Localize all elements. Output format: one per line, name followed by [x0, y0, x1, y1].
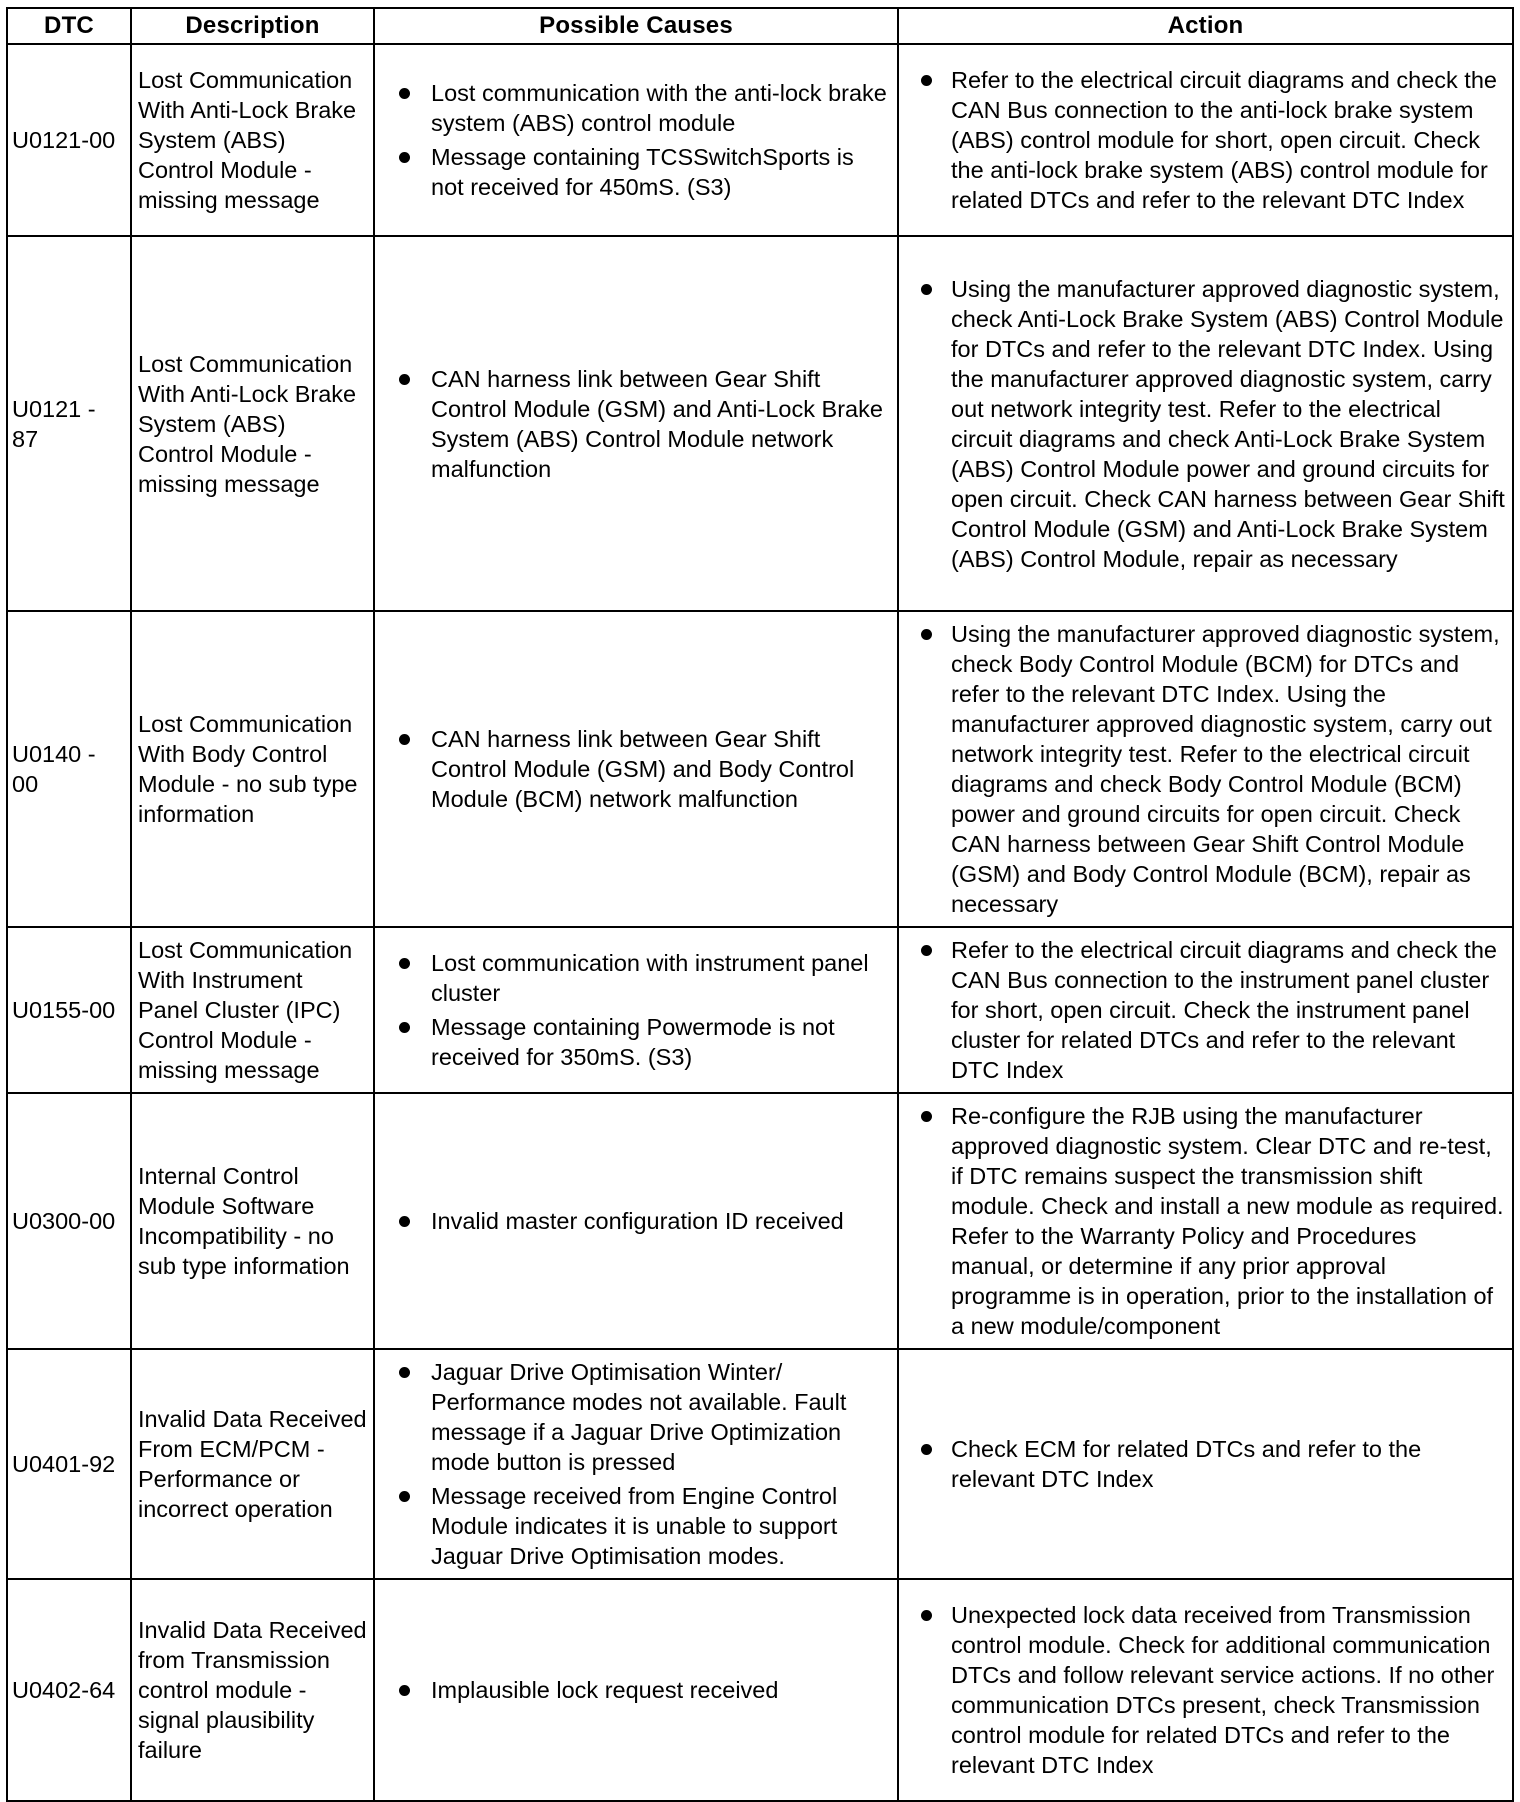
table-row	[7, 236, 1513, 611]
possible-causes	[374, 44, 898, 236]
action-item: Unexpected lock data received from Transmission control module. Check for additional communication DTCs and follow relevant service actions. If no other communication DTCs present, check Transmission control module for related DTCs and refer to the relevant DTC Index	[905, 1600, 1506, 1780]
action	[898, 236, 1513, 611]
dtc-code: U0121-00	[7, 44, 131, 236]
possible-causes	[374, 1349, 898, 1579]
possible-causes	[374, 236, 898, 611]
action	[898, 44, 1513, 236]
action-item: Refer to the electrical circuit diagrams and check the CAN Bus connection to the instrument panel cluster for short, open circuit. Check the instrument panel cluster for related DTCs and refer to the relevant DTC Index	[905, 935, 1506, 1085]
dtc-code: U0300-00	[7, 1093, 131, 1349]
action	[898, 927, 1513, 1093]
cause-item: Implausible lock request received	[381, 1675, 891, 1705]
header-row	[7, 8, 1513, 44]
action-item: Refer to the electrical circuit diagrams and check the CAN Bus connection to the anti-lock brake system (ABS) control module for short, open circuit. Check the anti-lock brake system (ABS) control module for related DTCs and refer to the relevant DTC Index	[905, 65, 1506, 215]
dtc-description: Invalid Data Received from Transmission control module - signal plausibility failure	[131, 1579, 374, 1801]
possible-causes	[374, 611, 898, 927]
cause-item: Message containing TCSSwitchSports is not received for 450mS. (S3)	[381, 142, 891, 202]
action	[898, 1093, 1513, 1349]
cause-item: CAN harness link between Gear Shift Control Module (GSM) and Body Control Module (BCM) network malfunction	[381, 724, 891, 814]
dtc-code: U0155-00	[7, 927, 131, 1093]
table-row	[7, 1349, 1513, 1579]
possible-causes	[374, 1093, 898, 1349]
table-row	[7, 927, 1513, 1093]
dtc-description: Invalid Data Received From ECM/PCM - Performance or incorrect operation	[131, 1349, 374, 1579]
dtc-code: U0140 - 00	[7, 611, 131, 927]
cause-item: Message containing Powermode is not received for 350mS. (S3)	[381, 1012, 891, 1072]
action-item: Re-configure the RJB using the manufacturer approved diagnostic system. Clear DTC and re-test, if DTC remains suspect the transmission shift module. Check and install a new module as required. Refer to the Warranty Policy and Procedures manual, or determine if any prior approval programme is in operation, prior to the installation of a new module/component	[905, 1101, 1506, 1341]
action	[898, 611, 1513, 927]
dtc-code: U0121 - 87	[7, 236, 131, 611]
table-body	[7, 44, 1513, 1801]
table-row	[7, 611, 1513, 927]
cause-item: Lost communication with the anti-lock brake system (ABS) control module	[381, 78, 891, 138]
cause-item: Jaguar Drive Optimisation Winter/ Performance modes not available. Fault message if a Jaguar Drive Optimization mode button is pressed	[381, 1357, 891, 1477]
cause-item: Invalid master configuration ID received	[381, 1206, 891, 1236]
dtc-code: U0402-64	[7, 1579, 131, 1801]
header-dtc: DTC	[7, 8, 131, 44]
table-row	[7, 1093, 1513, 1349]
action	[898, 1579, 1513, 1801]
dtc-description: Lost Communication With Anti-Lock Brake System (ABS) Control Module - missing message	[131, 236, 374, 611]
possible-causes	[374, 927, 898, 1093]
header-description: Description	[131, 8, 374, 44]
dtc-description: Internal Control Module Software Incompatibility - no sub type information	[131, 1093, 374, 1349]
cause-item: CAN harness link between Gear Shift Control Module (GSM) and Anti-Lock Brake System (ABS) Control Module network malfunction	[381, 364, 891, 484]
dtc-code: U0401-92	[7, 1349, 131, 1579]
action	[898, 1349, 1513, 1579]
cause-item: Message received from Engine Control Module indicates it is unable to support Jaguar Drive Optimisation modes.	[381, 1481, 891, 1571]
dtc-description: Lost Communication With Anti-Lock Brake System (ABS) Control Module - missing message	[131, 44, 374, 236]
header-possible-causes: Possible Causes	[374, 8, 898, 44]
table-row	[7, 1579, 1513, 1801]
action-item: Using the manufacturer approved diagnostic system, check Body Control Module (BCM) for DTCs and refer to the relevant DTC Index. Using the manufacturer approved diagnostic system, carry out network integrity test. Refer to the electrical circuit diagrams and check Body Control Module (BCM) power and ground circuits for open circuit. Check CAN harness between Gear Shift Control Module (GSM) and Body Control Module (BCM), repair as necessary	[905, 619, 1506, 919]
cause-item: Lost communication with instrument panel cluster	[381, 948, 891, 1008]
possible-causes	[374, 1579, 898, 1801]
action-item: Check ECM for related DTCs and refer to the relevant DTC Index	[905, 1434, 1506, 1494]
header-action: Action	[898, 8, 1513, 44]
dtc-description: Lost Communication With Body Control Module - no sub type information	[131, 611, 374, 927]
action-item: Using the manufacturer approved diagnostic system, check Anti-Lock Brake System (ABS) Control Module for DTCs and refer to the relevant DTC Index. Using the manufacturer approved diagnostic system, carry out network integrity test. Refer to the electrical circuit diagrams and check Anti-Lock Brake System (ABS) Control Module power and ground circuits for open circuit. Check CAN harness between Gear Shift Control Module (GSM) and Anti-Lock Brake System (ABS) Control Module, repair as necessary	[905, 274, 1506, 574]
dtc-description: Lost Communication With Instrument Panel Cluster (IPC) Control Module - missing message	[131, 927, 374, 1093]
table-row	[7, 44, 1513, 236]
dtc-table	[6, 7, 1514, 1802]
